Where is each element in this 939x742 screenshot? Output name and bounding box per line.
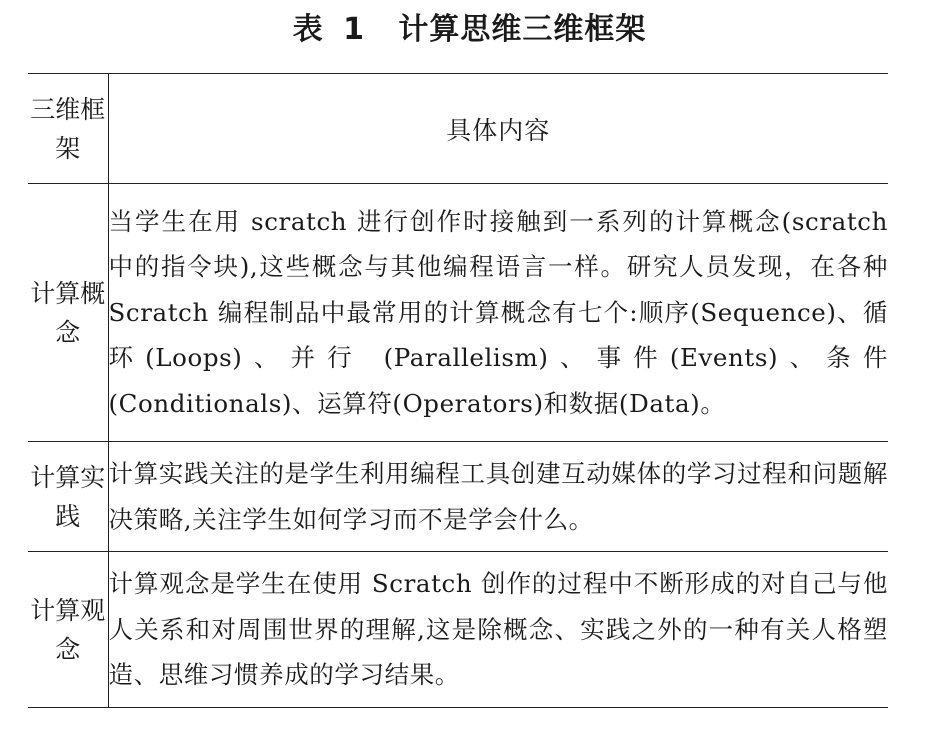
row-content-perspectives: 计算观念是学生在使用 Scratch 创作的过程中不断形成的对自己与他人关系和对周围世界的理解,这是除概念、实践之外的一种有关人格塑造、思维习惯养成的学习结果。 [108,552,888,708]
table-row-practice [28,442,888,552]
table-row-perspectives [28,552,888,708]
table-row-concepts [28,184,888,442]
table-header-row [28,74,888,184]
header-content: 具体内容 [108,74,888,184]
row-dimension-practice: 计算实践 [28,442,108,552]
row-dimension-concepts: 计算概念 [28,184,108,442]
table-title-number: 1 [343,12,365,47]
table-title-label: 表 [292,12,324,47]
row-dimension-perspectives: 计算观念 [28,552,108,708]
table-title [0,8,939,52]
row-content-concepts: 当学生在用 scratch 进行创作时接触到一系列的计算概念(scratch 中的指令块),这些概念与其他编程语言一样。研究人员发现，在各种 Scratch 编程制品中最常用的计算概念有七个:顺序(Sequence)、循环(Loops)、并行 (Parallelism)、事件(Events)、条件(Conditionals)、运算符(Operators)和数据(Data)。 [108,184,888,442]
table-title-text: 计算思维三维框架 [398,12,647,47]
row-content-practice: 计算实践关注的是学生利用编程工具创建互动媒体的学习过程和问题解决策略,关注学生如何学习而不是学会什么。 [108,442,888,552]
framework-table [28,73,888,708]
header-dimension: 三维框架 [28,74,108,184]
